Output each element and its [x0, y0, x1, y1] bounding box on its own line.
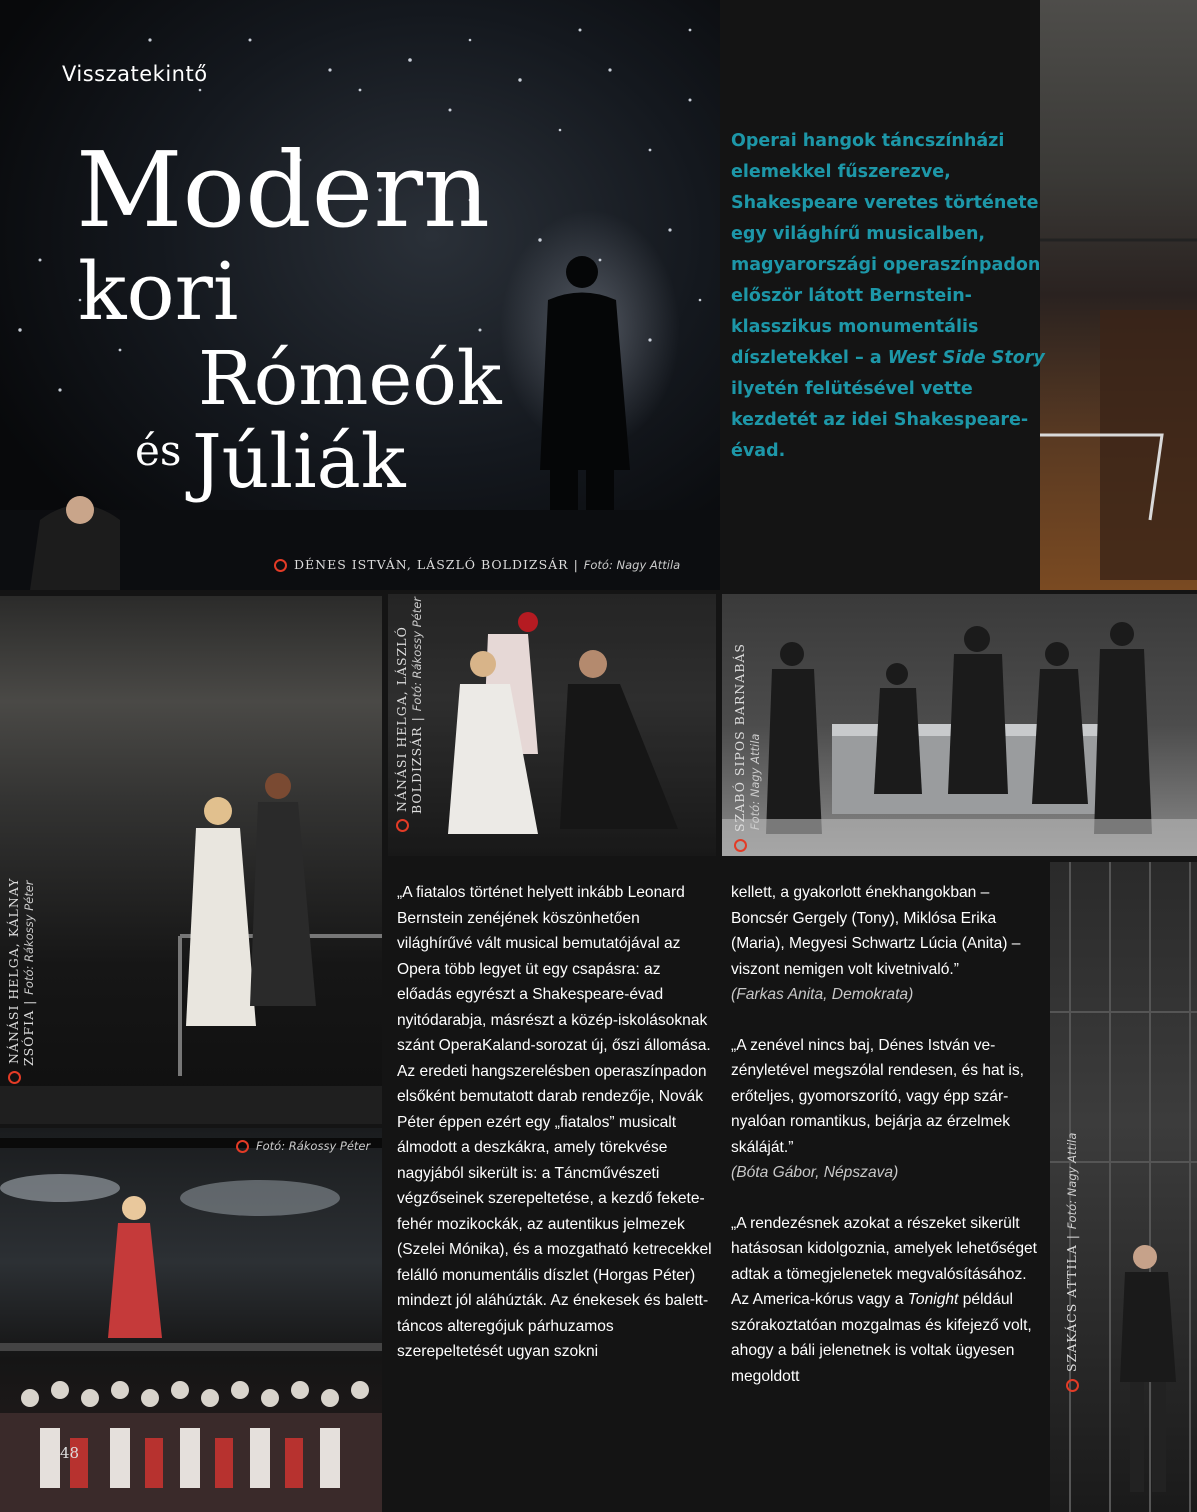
review-source-2: (Bóta Gábor, Népszava) [731, 1164, 899, 1181]
review-quote-3-em: Tonight [907, 1291, 959, 1308]
caption-photo6-sep: | [1064, 1229, 1079, 1245]
intro-lead [731, 126, 1051, 467]
caption-photo2-names-l1: NÁNÁSI HELGA, LÁSZLÓ [394, 626, 409, 812]
caption-photo5-photo: Fotó: Rákossy Péter [256, 1139, 371, 1153]
caption-dot-icon [396, 819, 409, 832]
caption-photo3 [732, 643, 762, 852]
caption-photo6-names: SZAKÁCS ATTILA [1064, 1244, 1079, 1372]
section-label: Visszatekintő [62, 62, 208, 86]
review-quote-3-after: például szórakoztatóan mozgalmas és kifejező volt, ahogy a báli jelenetnek is voltak ügyesen megoldott [731, 1291, 1032, 1385]
article-column-2 [731, 880, 1041, 1389]
page-number: 48 [60, 1444, 80, 1462]
left-stage-photo [0, 596, 382, 1124]
caption-dot-icon [8, 1071, 21, 1084]
caption-main [274, 557, 680, 572]
column1-text: „A fiatalos történet helyett inkább Leonard Bernstein zenéjének köszönhetően világhírűvé vált musical bemutatójával az Opera több legyet üt egy csapásra: az előadás egyrészt a Shakespeare-évad nyitódarabja, másrészt a közép-iskolásoknak szánt OperaKaland-sorozat új, őszi állomása. Az eredeti hangszerelésben operaszínpadon elsőként bemutatott darab rendezője, Novák Péter éppen ezért egy „fiatalos” musicalt álmodott a deszkákra, amely törekvése nagyjából sikerült is: a Táncművészeti végzőseinek szerepeltetése, a kezdő fekete-fehér mozikockák, az autentikus jelmezek (Szelei Mónika), és a mozgatható ketrecekkel felálló monumentális díszlet (Horgas Péter) mindezt jól aláhúzták. Az énekesek és balett-táncos alteregójuk párhuzamos szerepeltetését ugyan szokni [397, 884, 712, 1360]
title-line-2: kori [78, 245, 239, 338]
caption-photo2-sep: | [409, 711, 424, 727]
group-table-photo [722, 594, 1197, 856]
review-source-1: (Farkas Anita, Demokrata) [731, 986, 914, 1003]
right-strip-photo [1040, 0, 1197, 590]
caption-dot-icon [1066, 1379, 1079, 1392]
caption-photo4-sep: | [21, 994, 36, 1010]
title-es: és [135, 426, 182, 475]
caption-photo3-names: SZABÓ SIPOS BARNABÁS [732, 643, 747, 832]
caption-main-sep: | [568, 557, 584, 572]
chorus-art [0, 1128, 382, 1512]
woman-white-dress [186, 797, 256, 1026]
kneeling-couple-photo [388, 594, 716, 856]
red-dress-figure [108, 1196, 162, 1338]
caption-photo4 [6, 877, 36, 1084]
right-strip-art [1040, 0, 1197, 590]
caption-main-names: DÉNES ISTVÁN, LÁSZLÓ BOLDIZSÁR [294, 557, 569, 572]
caption-photo5 [236, 1138, 370, 1153]
title-line-1: Modern [76, 129, 490, 251]
review-quote-1: kellett, a gyakorlott énekhangokban – Boncsér Gergely (Tony), Miklósa Erika (Maria), Megyesi Schwartz Lúcia (Anita) – viszont nemigen volt kivetnivaló.” [731, 884, 1021, 978]
caption-main-photo: Fotó: Nagy Attila [583, 558, 681, 572]
caption-photo4-names-l1: NÁNÁSI HELGA, KÁLNAY [6, 877, 21, 1064]
review-quote-3 [731, 1211, 1041, 1390]
caption-photo2-photo: Fotó: Rákossy Péter [410, 596, 424, 712]
caption-photo4-photo: Fotó: Rákossy Péter [22, 880, 36, 995]
review-quote-2: „A zenével nincs baj, Dénes István ve-zényletével megszólal rendesen, és hat is, erőteljes, gyomorszorító, vagy épp szár-nyalóan romantikus, bejárja az érzelmek skáláját.” [731, 1036, 1024, 1156]
caption-photo6-photo: Fotó: Nagy Attila [1065, 1132, 1079, 1230]
group-art [722, 594, 1197, 856]
caption-photo2-names-l2: BOLDIZSÁR [409, 726, 424, 814]
title-line-4: Júliák [192, 419, 406, 505]
review-quote-3-before: „A rendezésnek azokat a részeket sikerült hatásosan kidolgoznia, amelyek lehetőséget adtak a tömegjelenetek megvalósításához. Az America-kórus vagy a [731, 1214, 1038, 1308]
article-column-1 [397, 880, 715, 1365]
chorus-photo [0, 1128, 382, 1512]
couple-art [388, 594, 716, 856]
caption-dot-icon [274, 559, 287, 572]
woman-black-dress [250, 773, 316, 1006]
intro-text-after: ilyetén felütésével vette kezdetét az idei Shakespeare-évad. [731, 379, 1029, 461]
intro-text-before: Operai hangok táncszínházi elemekkel fűszerezve, Shakespeare veretes története egy világhírű musicalben, magyarországi operaszínpadon először látott Bernstein-klasszikus monumentális díszletekkel – a [731, 131, 1041, 368]
title-line-3: Rómeók [198, 336, 502, 422]
left-stage-art [0, 596, 382, 1124]
caption-dot-icon [236, 1140, 249, 1153]
caption-dot-icon [734, 839, 747, 852]
caption-photo2 [394, 597, 424, 832]
intro-emphasis: West Side Story [887, 348, 1045, 368]
caption-photo6 [1064, 1133, 1079, 1392]
caption-photo3-photo: Fotó: Nagy Attila [748, 733, 762, 830]
caption-photo4-names-l2: ZSÓFIA [21, 1009, 36, 1066]
